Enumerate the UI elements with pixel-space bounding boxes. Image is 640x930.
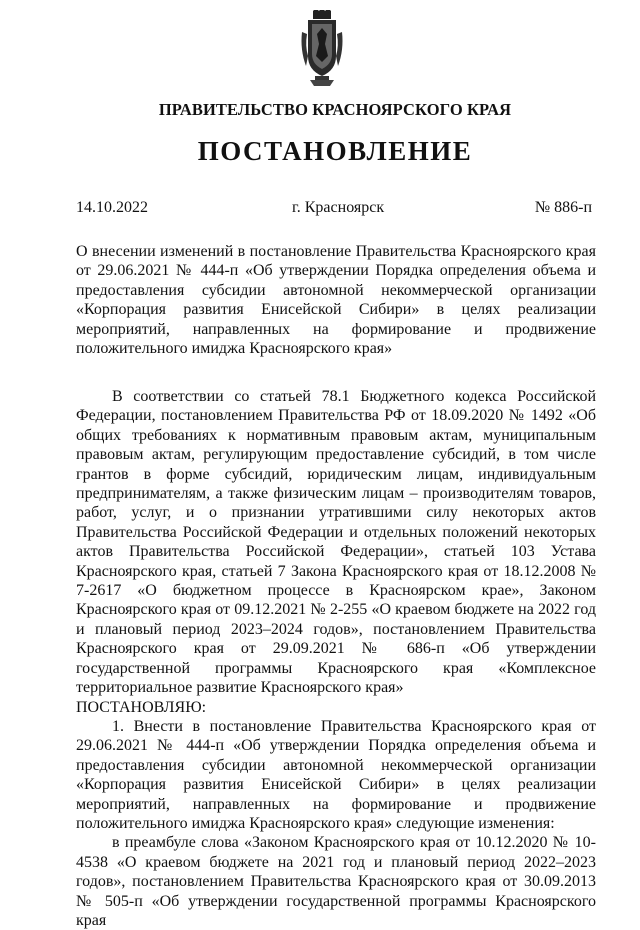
preamble-paragraph: В соответствии со статьей 78.1 Бюджетного кодекса Российской Федерации, постановлением Правительства РФ от 18.09.2020 № 1492 «Об общих требованиях к нормативным правовым актам, муниципальным правовым актам, регулирующим предоставление субсидий, в том числе грантов в форме субсидий, юридическим лицам, индивидуальным предпринимателям, а также физическим лицам – производителям товаров, работ, услуг, и о признании утратившими силу некоторых актов Правительства Российской Федерации и отдельных положений некоторых актов Правительства Российской Федерации», статьей 103 Устава Красноярского края, статьей 7 Закона Красноярского края от 18.12.2008 № 7-2617 «О бюджетном процессе в Красноярском крае», Законом Красноярского края от 09.12.2021 № 2-255 «О краевом бюджете на 2022 год и плановый период 2023–2024 годов», постановлением Правительства Красноярского края от 29.09.2021 № 686-п «Об утверждении государственной программы Красноярского края «Комплексное территориальное развитие Красноярского края» — [76, 388, 596, 697]
document-type-title: ПОСТАНОВЛЕНИЕ — [197, 136, 473, 166]
document-date: 14.10.2022 — [76, 199, 148, 216]
item-1-subparagraph: в преамбуле слова «Законом Красноярского края от 10.12.2020 № 10-4538 «О краевом бюджете на 2021 год и плановый период 2022–2023 годов», постановлением Правительства Красноярского края от 30.09.2013 № 505-п «Об утверждении государственной программы Красноярского края — [76, 834, 596, 929]
krasnoyarsk-coat-of-arms-icon — [300, 10, 344, 90]
resolve-line: ПОСТАНОВЛЯЮ: — [76, 698, 207, 716]
document-subject: О внесении изменений в постановление Правительства Красноярского края от 29.06.2021 № 444-п «Об утверждении Порядка определения объема и предоставления субсидии автономной некоммерческой организации «Корпорация развития Енисейской Сибири» в целях реализации мероприятий, направленных на формирование и продвижение положительного имиджа Красноярского края» — [76, 243, 596, 358]
document-number: № 886-п — [534, 199, 592, 216]
item-1-paragraph: 1. Внести в постановление Правительства Красноярского края от 29.06.2021 № 444-п «Об утверждении Порядка определения объема и предоставления субсидии автономной некоммерческой организации «Корпорация развития Енисейской Сибири» в целях реализации мероприятий, направленных на формирование и продвижение положительного имиджа Красноярского края» следующие изменения: — [76, 717, 596, 832]
issuing-authority: ПРАВИТЕЛЬСТВО КРАСНОЯРСКОГО КРАЯ — [158, 100, 512, 119]
document-body — [76, 387, 596, 930]
document-city: г. Красноярск — [292, 199, 385, 216]
